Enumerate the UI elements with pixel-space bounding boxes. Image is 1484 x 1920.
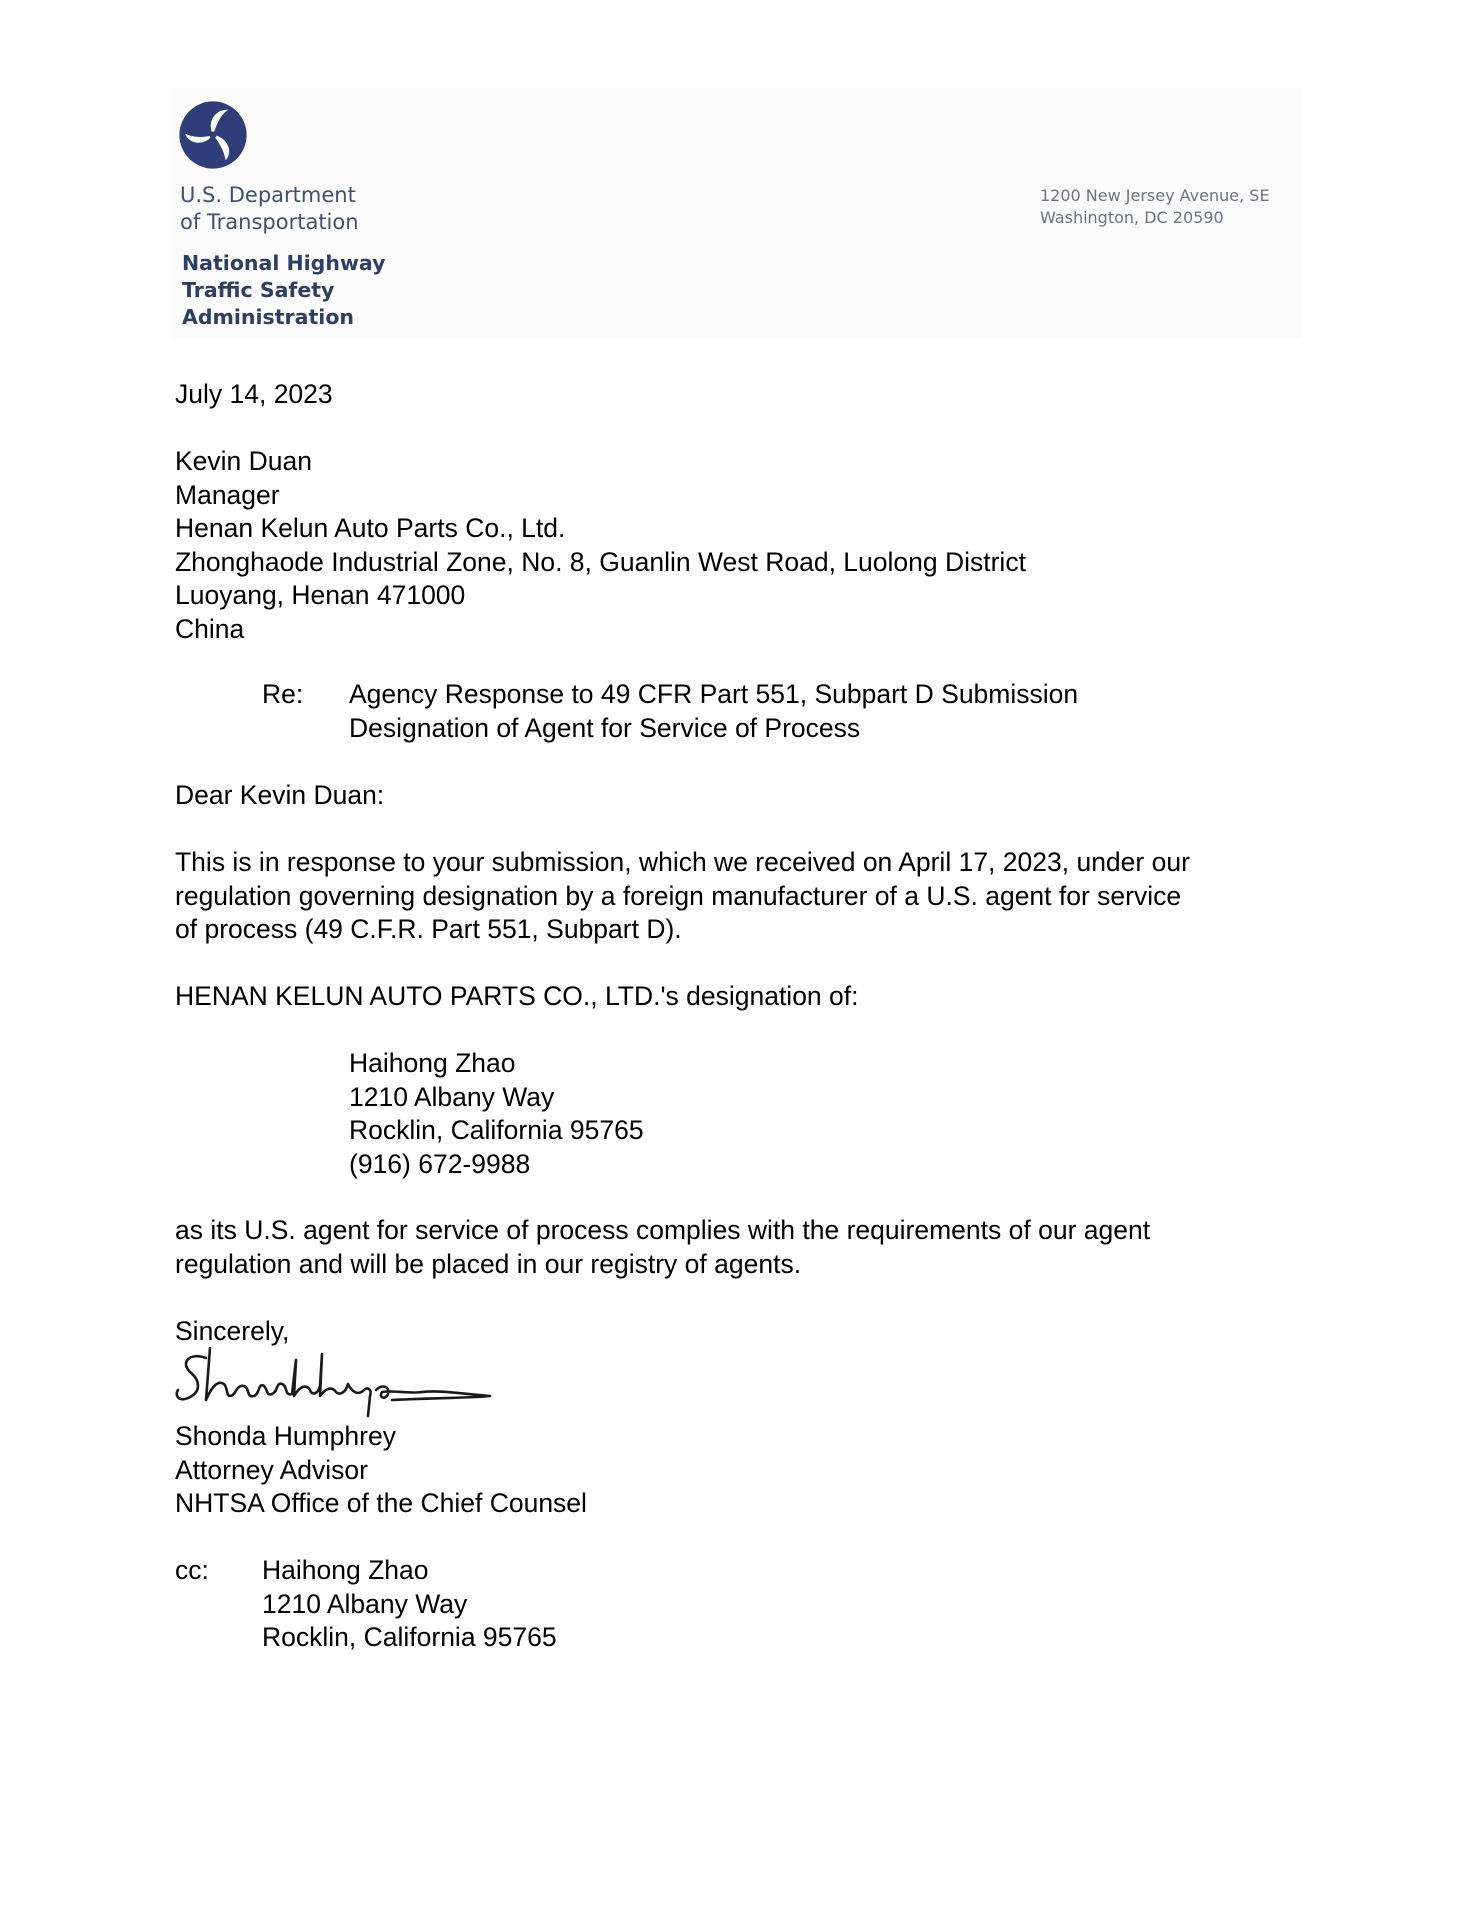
recipient-line: Luoyang, Henan 471000 [175, 580, 466, 610]
agent-line: 1210 Albany Way [349, 1081, 555, 1112]
address-line: 1200 New Jersey Avenue, SE [1040, 186, 1270, 205]
recipient-line: Henan Kelun Auto Parts Co., Ltd. [175, 513, 566, 543]
recipient-line: Zhonghaode Industrial Zone, No. 8, Guanlin West Road, Luolong District [175, 546, 1026, 577]
recipient-line: Manager [175, 479, 280, 510]
agent-line: Haihong Zhao [349, 1048, 516, 1078]
re-subject [349, 678, 1078, 745]
agent-line: (916) 672-9988 [349, 1148, 531, 1179]
address-line: Washington, DC 20590 [1040, 208, 1224, 227]
dot-triskelion-logo-icon [178, 100, 248, 170]
paragraph-line: This is in response to your submission, which we received on April 17, 2023, under our [175, 847, 1190, 877]
paragraph-line: regulation and will be placed in our registry of agents. [175, 1248, 802, 1279]
salutation: Dear Kevin Duan: [175, 780, 385, 810]
letter-date: July 14, 2023 [175, 379, 333, 409]
recipient-line: Kevin Duan [175, 446, 313, 476]
cc-address [262, 1554, 557, 1655]
cc-line: Haihong Zhao [262, 1555, 429, 1585]
agency-name-line: Traffic Safety [182, 278, 335, 302]
signer-block [175, 1420, 587, 1521]
department-name-line: of Transportation [180, 210, 359, 234]
agency-name-line: Administration [182, 305, 354, 329]
headquarters-address [1040, 185, 1270, 229]
signer-line: Attorney Advisor [175, 1454, 368, 1485]
body-paragraph-2: HENAN KELUN AUTO PARTS CO., LTD.'s designation of: [175, 981, 859, 1011]
re-subject-line: Agency Response to 49 CFR Part 551, Subpart D Submission [349, 679, 1079, 709]
paragraph-line: as its U.S. agent for service of process complies with the requirements of our agent [175, 1215, 1151, 1245]
agent-address [349, 1047, 644, 1181]
cc-line: 1210 Albany Way [262, 1588, 468, 1619]
paragraph-line: regulation governing designation by a foreign manufacturer of a U.S. agent for service [175, 880, 1182, 911]
signer-line: NHTSA Office of the Chief Counsel [175, 1488, 587, 1518]
department-name-line: U.S. Department [180, 183, 356, 207]
agency-name [182, 250, 385, 331]
agent-line: Rocklin, California 95765 [349, 1115, 644, 1145]
cc-label: cc: [175, 1555, 209, 1585]
re-label: Re: [262, 679, 304, 709]
department-name [180, 182, 359, 236]
body-paragraph-3 [175, 1214, 1150, 1281]
agency-name-line: National Highway [182, 251, 386, 275]
closing: Sincerely, [175, 1316, 290, 1346]
signer-line: Shonda Humphrey [175, 1421, 396, 1451]
body-paragraph-1 [175, 846, 1190, 947]
cc-line: Rocklin, California 95765 [262, 1622, 557, 1652]
recipient-line: China [175, 613, 245, 644]
recipient-address [175, 445, 1026, 646]
paragraph-line: of process (49 C.F.R. Part 551, Subpart D). [175, 914, 682, 944]
re-subject-line: Designation of Agent for Service of Process [349, 712, 861, 743]
handwritten-signature [172, 1340, 502, 1422]
